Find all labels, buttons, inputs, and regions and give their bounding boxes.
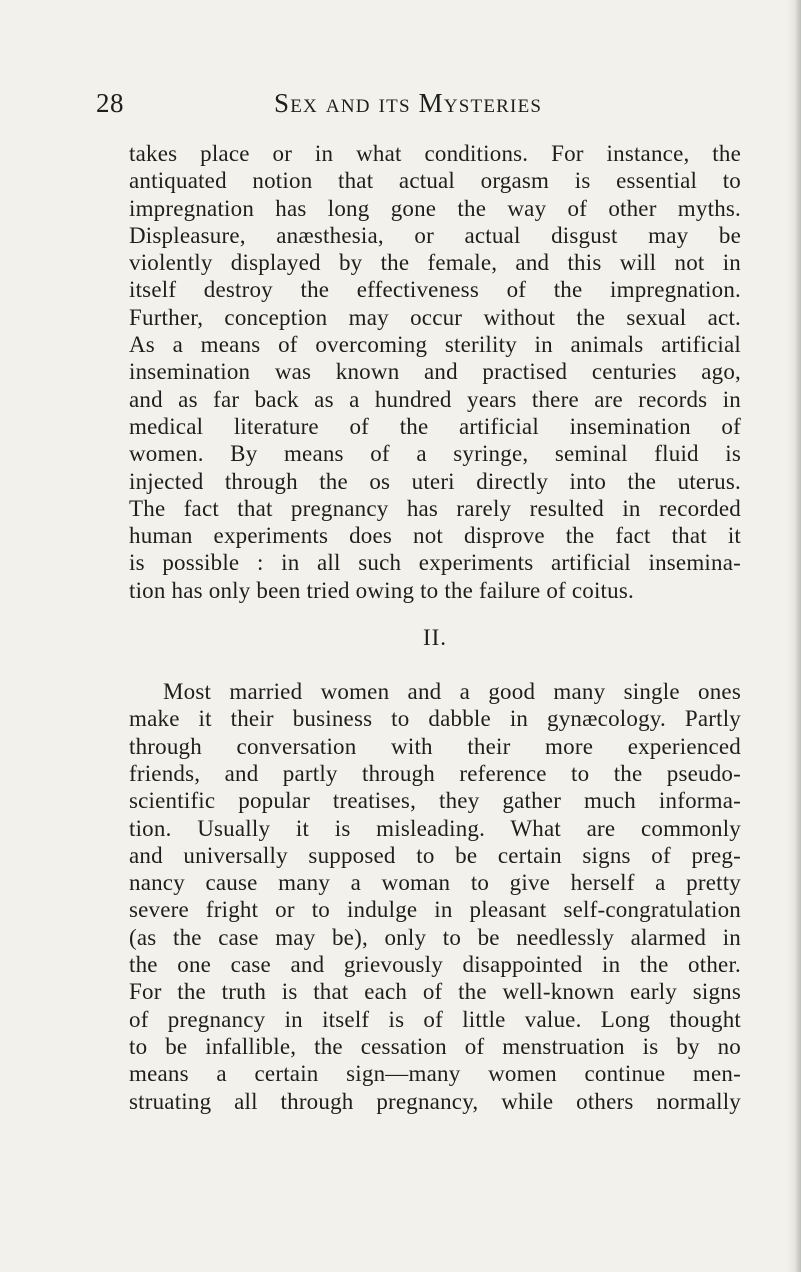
- text-line: For the truth is that each of the well-known early signs: [129, 979, 741, 1005]
- text-line: make it their business to dabble in gynæcology. Partly: [129, 706, 741, 732]
- running-title: Sex and its Mysteries: [274, 88, 543, 118]
- text-line: Displeasure, anæsthesia, or actual disgust may be: [129, 222, 741, 248]
- page-number: 28: [96, 88, 124, 118]
- text-line: itself destroy the effectiveness of the impregnation.: [129, 277, 741, 303]
- page-edge-shadow: [787, 0, 801, 1272]
- text-line: antiquated notion that actual orgasm is essential to: [129, 168, 741, 194]
- text-line: insemination was known and practised centuries ago,: [129, 359, 741, 385]
- text-line: tion has only been tried owing to the failure of coitus.: [129, 577, 634, 603]
- text-line: is possible : in all such experiments artificial insemina-: [129, 550, 741, 576]
- text-line: means a certain sign—many women continue men-: [129, 1061, 741, 1087]
- text-line: The fact that pregnancy has rarely resulted in recorded: [129, 495, 741, 521]
- text-line: and as far back as a hundred years there are records in: [129, 386, 741, 412]
- text-line: As a means of overcoming sterility in animals artificial: [129, 332, 741, 358]
- text-line: women. By means of a syringe, seminal fluid is: [129, 441, 741, 467]
- paragraph-1: [129, 140, 741, 604]
- text-line: of pregnancy in itself is of little value. Long thought: [129, 1006, 741, 1032]
- text-line: (as the case may be), only to be needlessly alarmed in: [129, 924, 741, 950]
- text-line: Most married women and a good many single ones: [163, 679, 741, 705]
- text-line: scientific popular treatises, they gather much informa-: [129, 788, 741, 814]
- text-line: friends, and partly through reference to the pseudo-: [129, 760, 741, 786]
- text-line: violently displayed by the female, and this will not in: [129, 250, 741, 276]
- text-line: takes place or in what conditions. For instance, the: [129, 141, 741, 166]
- text-line: medical literature of the artificial insemination of: [129, 413, 741, 439]
- text-line: Further, conception may occur without the sexual act.: [129, 304, 741, 330]
- text-line: to be infallible, the cessation of menstruation is by no: [129, 1033, 741, 1059]
- paragraph-2: [129, 678, 741, 1115]
- text-line: tion. Usually it is misleading. What are commonly: [129, 815, 741, 841]
- text-line: injected through the os uteri directly into the uterus.: [129, 468, 741, 494]
- running-head: [96, 88, 736, 128]
- text-line: through conversation with their more experienced: [129, 733, 741, 759]
- text-line: the one case and grievously disappointed in the other.: [129, 952, 741, 978]
- body-text: [129, 140, 741, 1115]
- text-line: human experiments does not disprove the fact that it: [129, 523, 741, 549]
- text-line: nancy cause many a woman to give herself a pretty: [129, 870, 741, 896]
- text-line: struating all through pregnancy, while others normally: [129, 1088, 741, 1114]
- text-line: impregnation has long gone the way of other myths.: [129, 195, 741, 221]
- text-line: and universally supposed to be certain signs of preg-: [129, 842, 741, 868]
- section-heading: II.: [422, 625, 448, 651]
- text-line: severe fright or to indulge in pleasant self-congratulation: [129, 897, 741, 923]
